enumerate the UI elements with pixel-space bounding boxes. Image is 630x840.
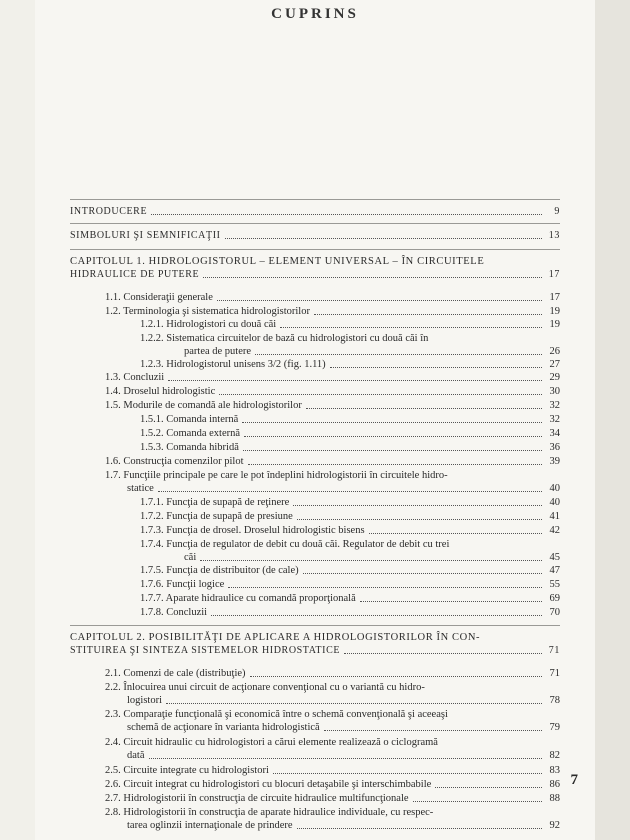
toc-page-number: 42 <box>549 525 560 536</box>
dot-leader <box>166 703 542 704</box>
toc-page-number: 70 <box>549 607 560 618</box>
toc-entry-title: 1.5.1. Comanda internă <box>140 414 239 425</box>
dot-leader <box>314 314 542 315</box>
toc-entry[interactable] <box>140 442 560 454</box>
toc-entry-title: INTRODUCERE <box>70 206 148 217</box>
dot-leader <box>211 615 542 616</box>
toc-page-number: 39 <box>549 456 560 467</box>
toc-entry[interactable] <box>140 565 560 577</box>
toc-entry[interactable] <box>127 722 560 734</box>
toc-entry[interactable] <box>140 511 560 523</box>
toc-entry[interactable] <box>140 359 560 371</box>
toc-page-number: 29 <box>549 372 560 383</box>
toc-entry-title: 1.5.3. Comanda hibridă <box>140 442 239 453</box>
toc-page-number: 69 <box>549 593 560 604</box>
toc-entry-title: 2.7. Hidrologistorii în construcţia de circuite hidraulice multifuncţionale <box>105 793 409 804</box>
toc-entry-title: 1.6. Construcţia comenzilor pilot <box>105 456 244 467</box>
dot-leader <box>330 367 542 368</box>
dot-leader <box>151 214 542 215</box>
toc-page-number: 32 <box>549 414 560 425</box>
toc-entry[interactable] <box>127 695 560 707</box>
toc-entry-line1: 1.7. Funcţiile principale pe care le pot îndeplini hidrologistorii în circuitele hidro- <box>105 470 448 481</box>
toc-entry[interactable] <box>140 593 560 605</box>
section-rule <box>70 625 560 626</box>
toc-entry-title: tarea oglinzii internaţionale de prindere <box>127 820 293 831</box>
toc-page-number: 34 <box>549 428 560 439</box>
toc-page-number: 41 <box>549 511 560 522</box>
toc-entry[interactable] <box>105 306 560 318</box>
dot-leader <box>219 394 542 395</box>
toc-entry[interactable] <box>140 497 560 509</box>
toc-entry-title: schemă de acţionare în varianta hidrologistică <box>127 722 320 733</box>
dot-leader <box>360 601 542 602</box>
toc-entry-title: statice <box>127 483 154 494</box>
dot-leader <box>297 828 542 829</box>
toc-page-number: 47 <box>549 565 560 576</box>
toc-page-number: 9 <box>554 206 560 217</box>
toc-page-number: 82 <box>549 750 560 761</box>
toc-page-number: 86 <box>549 779 560 790</box>
toc-entry-title: SIMBOLURI ŞI SEMNIFICAŢII <box>70 230 221 241</box>
page-title: CUPRINS <box>271 6 359 22</box>
toc-page-number: 19 <box>549 319 560 330</box>
toc-entry[interactable] <box>140 607 560 619</box>
toc-page-number: 92 <box>549 820 560 831</box>
dot-leader <box>293 505 542 506</box>
dot-leader <box>149 758 543 759</box>
toc-entry[interactable] <box>70 206 560 218</box>
toc-entry[interactable] <box>105 456 560 468</box>
toc-page-number: 17 <box>549 292 560 303</box>
toc-entry-line1: 2.4. Circuit hidraulic cu hidrologistori a cărui elemente realizează o ciclogramă <box>105 737 438 748</box>
dot-leader <box>228 587 542 588</box>
dot-leader <box>242 422 542 423</box>
toc-page-number: 83 <box>549 765 560 776</box>
toc-entry-title: partea de putere <box>184 346 252 357</box>
toc-entry-line1: CAPITOLUL 1. HIDROLOGISTORUL – ELEMENT UNIVERSAL – ÎN CIRCUITELE <box>70 256 485 267</box>
dot-leader <box>168 380 542 381</box>
toc-entry-title: căi <box>184 552 197 563</box>
toc-entry-title: 1.2. Terminologia şi sistematica hidrologistorilor <box>105 306 310 317</box>
section-rule <box>70 223 560 224</box>
toc-entry-title: 1.7.3. Funcţia de drosel. Droselul hidrologistic bisens <box>140 525 365 536</box>
dot-leader <box>255 354 542 355</box>
dot-leader <box>344 653 542 654</box>
toc-entry-title: 1.2.3. Hidrologistorul unisens 3/2 (fig. 1.11) <box>140 359 326 370</box>
toc-entry-title: 1.2.1. Hidrologistori cu două căi <box>140 319 277 330</box>
page-number: 7 <box>570 772 578 788</box>
toc-entry[interactable] <box>127 820 560 832</box>
toc-page-number: 71 <box>548 645 560 656</box>
dot-leader <box>306 408 542 409</box>
toc-entry[interactable] <box>140 414 560 426</box>
toc-page-number: 36 <box>549 442 560 453</box>
toc-page-number: 17 <box>548 269 560 280</box>
toc-entry[interactable] <box>70 230 560 242</box>
toc-entry-line1: 1.7.4. Funcţia de regulator de debit cu două căi. Regulator de debit cu trei <box>140 539 450 550</box>
toc-entry[interactable] <box>127 750 560 762</box>
toc-page-number: 88 <box>549 793 560 804</box>
dot-leader <box>200 560 542 561</box>
toc-entry[interactable] <box>70 645 560 657</box>
toc-page-number: 26 <box>549 346 560 357</box>
toc-page-number: 71 <box>549 668 560 679</box>
toc-entry-title: logistori <box>127 695 163 706</box>
toc-entry-title: 1.5. Modurile de comandă ale hidrologistorilor <box>105 400 302 411</box>
toc-entry[interactable] <box>127 483 560 495</box>
toc-entry-title: 1.7.7. Aparate hidraulice cu comandă proporţională <box>140 593 356 604</box>
dot-leader <box>243 450 542 451</box>
toc-page-number: 79 <box>549 722 560 733</box>
toc-page-number: 19 <box>549 306 560 317</box>
toc-entry-line1: 2.8. Hidrologistorii în construcţia de aparate hidraulice individuale, cu respec- <box>105 807 434 818</box>
toc-page-number: 30 <box>549 386 560 397</box>
toc-entry[interactable] <box>105 400 560 412</box>
toc-entry[interactable] <box>105 668 560 680</box>
toc-entry-line1: 2.3. Comparaţie funcţională şi economică între o schemă convenţională şi aceeaşi <box>105 709 448 720</box>
dot-leader <box>217 300 542 301</box>
toc-entry[interactable] <box>140 579 560 591</box>
toc-entry-title: 2.6. Circuit integrat cu hidrologistori cu blocuri detaşabile şi interschimbabile <box>105 779 432 790</box>
toc-page-number: 32 <box>549 400 560 411</box>
toc-page-number: 40 <box>549 483 560 494</box>
toc-entry-title: 1.7.5. Funcţia de distribuitor (de cale) <box>140 565 299 576</box>
toc-entry-title: dată <box>127 750 145 761</box>
toc-entry-title: 1.5.2. Comanda externă <box>140 428 241 439</box>
dot-leader <box>297 519 542 520</box>
section-rule <box>70 199 560 200</box>
toc-entry[interactable] <box>140 428 560 440</box>
toc-entry[interactable] <box>70 269 560 281</box>
toc-entry[interactable] <box>105 292 560 304</box>
toc-entry-title: 1.4. Droselul hidrologistic <box>105 386 216 397</box>
toc-entry[interactable] <box>105 386 560 398</box>
toc-entry-title: HIDRAULICE DE PUTERE <box>70 269 200 280</box>
dot-leader <box>244 436 542 437</box>
dot-leader <box>203 277 542 278</box>
toc-page-number: 45 <box>549 552 560 563</box>
toc-entry[interactable] <box>105 372 560 384</box>
toc-entry[interactable] <box>184 552 560 564</box>
toc-entry[interactable] <box>105 793 560 805</box>
toc-page-number: 78 <box>549 695 560 706</box>
section-rule <box>70 249 560 250</box>
dot-leader <box>303 573 542 574</box>
dot-leader <box>413 801 542 802</box>
dot-leader <box>280 327 542 328</box>
toc-page-number: 40 <box>549 497 560 508</box>
toc-entry-title: 1.7.2. Funcţia de supapă de presiune <box>140 511 293 522</box>
toc-entry-title: 2.5. Circuite integrate cu hidrologistori <box>105 765 269 776</box>
toc-entry-line1: 2.2. Înlocuirea unui circuit de acţionare convenţional cu o variantă cu hidro- <box>105 682 425 693</box>
toc-page-number: 13 <box>548 230 560 241</box>
toc-entry[interactable] <box>184 346 560 358</box>
dot-leader <box>369 533 542 534</box>
toc-entry-title: 1.7.6. Funcţii logice <box>140 579 225 590</box>
dot-leader <box>225 238 542 239</box>
toc-entry-title: 1.7.8. Concluzii <box>140 607 208 618</box>
dot-leader <box>248 464 542 465</box>
toc-entry-title: 2.1. Comenzi de cale (distribuţie) <box>105 668 246 679</box>
toc-entry-title: 1.1. Consideraţii generale <box>105 292 213 303</box>
toc-entry-line1: CAPITOLUL 2. POSIBILITĂŢI DE APLICARE A HIDROLOGISTORILOR ÎN CON- <box>70 632 481 643</box>
toc-entry-title: 1.3. Concluzii <box>105 372 165 383</box>
toc-entry-title: STITUIREA ŞI SINTEZA SISTEMELOR HIDROSTATICE <box>70 645 341 656</box>
toc-page-number: 27 <box>549 359 560 370</box>
toc-entry[interactable] <box>140 319 560 331</box>
dot-leader <box>158 491 542 492</box>
toc-entry[interactable] <box>140 525 560 537</box>
dot-leader <box>324 730 542 731</box>
toc-page-number: 55 <box>549 579 560 590</box>
toc-entry-line1: 1.2.2. Sistematica circuitelor de bază cu hidrologistori cu două căi în <box>140 333 429 344</box>
toc-entry-title: 1.7.1. Funcţia de supapă de reţinere <box>140 497 290 508</box>
dot-leader <box>250 676 542 677</box>
